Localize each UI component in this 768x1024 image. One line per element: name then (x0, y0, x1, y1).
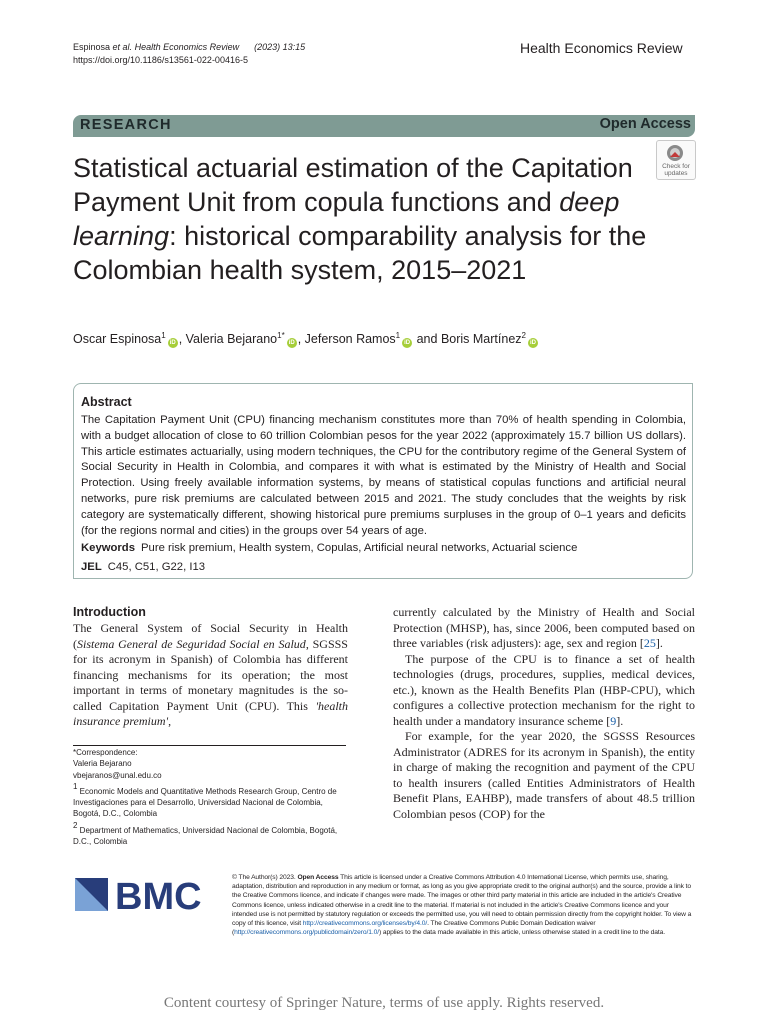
open-access-label: Open Access (599, 116, 691, 132)
orcid-icon[interactable]: iD (404, 340, 411, 346)
correspondence-email[interactable]: vbejaranos@unal.edu.co (73, 770, 162, 780)
footnotes (73, 747, 348, 847)
correspondence-name: Valeria Bejarano (73, 759, 132, 769)
body-left-column: The General System of Social Security in Health (Sistema General de Seguridad Social en Salud, SGSSS for its acronym in Spanish) of Colombia has different financing mechanisms for its operation; the most important in terms of monetary magnitudes is the so-called Capitation Payment Unit (CPU). This 'health insurance premium', (73, 621, 348, 728)
author-separator: , (297, 332, 305, 346)
abstract-heading: Abstract (81, 395, 132, 409)
running-header-citation (73, 41, 305, 67)
paragraph: The purpose of the CPU is to finance a set of health technologies (drugs, procedures, supplies, medical devices, etc.), known as the Health Benefits Plan (HBP-CPU), which configures a collective protection mechanism for the right to health under a mandatory insurance scheme [9]. (393, 651, 695, 728)
author-separator: and (413, 332, 441, 346)
orcid-icon[interactable]: iD (529, 340, 536, 346)
citation-link[interactable]: 9 (610, 713, 617, 728)
footnote-divider (73, 745, 346, 746)
affiliation-2: 2 Department of Mathematics, Universidad Nacional de Colombia, Bogotá, D.C., Colombia (73, 820, 338, 847)
author-affiliation-marker: 1* (277, 331, 285, 340)
keywords-label: Keywords (81, 542, 135, 554)
orcid-icon[interactable]: iD (288, 340, 295, 346)
keywords-line (81, 542, 686, 554)
author-name[interactable]: Oscar Espinosa (73, 332, 162, 346)
jel-value: C45, C51, G22, I13 (107, 561, 206, 573)
author-affiliation-marker: 1 (161, 331, 166, 340)
bmc-logo-text: BMC (115, 877, 202, 911)
header-authors: Espinosa (73, 42, 111, 52)
affiliation-1: 1 Economic Models and Quantitative Methods Research Group, Centro de Investigaciones para el Desarrollo, Universidad Nacional de Colombia, Bogotá, D.C., Colombia (73, 781, 337, 819)
check-for-updates-label: Check for updates (662, 163, 690, 177)
author-name[interactable]: Boris Martínez (440, 332, 522, 346)
correspondence-label: *Correspondence: (73, 748, 138, 757)
orcid-icon[interactable]: iD (169, 340, 176, 346)
doi-link[interactable]: https://doi.org/10.1186/s13561-022-00416-5 (73, 55, 248, 65)
abstract-text: The Capitation Payment Unit (CPU) financing mechanism constitutes more than 70% of health spending in Colombia, with a budget allocation of close to 60 trillion Colombian pesos for the year 2022 (approximately 15.7 billion US dollars). This article estimates actuarially, using modern techniques, the CPU for the contributory regime of the General System of Social Security in Health in Colombia, and compares it with what is estimated by the Ministry of Health and Social Protection. Using freely available information systems, by means of statistical copulas functions and artificial neural networks, pure risk premiums are calculated between 2015 and 2021. The study concludes that the weights by risk category are systematically different, showing historical pure premiums surpluses in the group of 0–1 years and deficits (for the regions normal and cities) in the groups over 54 years of age. (81, 414, 686, 537)
bmc-logo (75, 877, 215, 911)
author-list (73, 331, 539, 348)
citation-link[interactable]: 25 (643, 636, 656, 650)
introduction-heading: Introduction (73, 605, 146, 619)
header-year: (2023) 13:15 (254, 42, 306, 52)
author-name[interactable]: Jeferson Ramos (304, 332, 396, 346)
courtesy-notice: Content courtesy of Springer Nature, terms of use apply. Rights reserved. (163, 995, 605, 1011)
author-affiliation-marker: 2 (521, 331, 526, 340)
header-journal: Health Economics Review (134, 42, 240, 52)
cc-by-link[interactable]: http://creativecommons.org/licenses/by/4.0/ (302, 920, 428, 928)
author-name[interactable]: Valeria Bejarano (185, 332, 278, 346)
author-affiliation-marker: 1 (395, 331, 401, 340)
jel-label: JEL (81, 561, 102, 573)
paragraph: currently calculated by the Ministry of Health and Social Protection (MHSP), has, since 2006, been computed based on three variables (risk adjusters): age, sex and region [25]. (393, 605, 695, 650)
license-text: © The Author(s) 2023. Open Access This article is licensed under a Creative Commons Attribution 4.0 International License, which permits use, sharing, adaptation, distribution and reproduction in any medium or format, as long as you give appropriate credit to the original author(s) and the source, provide a link to the Creative Commons licence, and indicate if changes were made. The images or other third party material in this article are included in the article's Creative Commons licence, unless indicated otherwise in a credit line to the material. If material is not included in the article's Creative Commons licence and your intended use is not permitted by statutory regulation or exceeds the permitted use, you will need to obtain permission directly from the copyright holder. To view a copy of this licence, visit http://creativecommons.org/licenses/by/4.0/. The Creative Commons Public Domain Dedication waiver (http://creativecommons.org/publicdomain/zero/1.0/) applies to the data made available in this article, unless otherwise stated in a credit line to the data. (232, 874, 692, 937)
keywords-value: Pure risk premium, Health system, Copulas, Artificial neural networks, Actuarial science (141, 542, 578, 554)
cc-zero-link[interactable]: http://creativecommons.org/publicdomain/zero/1.0/ (234, 929, 380, 937)
jel-line (81, 561, 686, 573)
journal-name: Health Economics Review (520, 40, 683, 56)
body-right-column (393, 605, 695, 822)
article-title: Statistical actuarial estimation of the Capitation Payment Unit from copula functions and deep learning: historical comparability analysis for the Colombian health system, 2015–2021 (73, 153, 647, 285)
author-separator: , (178, 332, 186, 346)
article-type-label: RESEARCH (80, 117, 172, 133)
paragraph: For example, for the year 2020, the SGSSS Resources Administrator (ADRES for its acronym in Spanish), the entity in charge of making the recognition and payment of the CPU to health insurers (called Entities Administrators of Health Benefit Plans, EAHBP), made transfers of about 48.5 trillion Colombian pesos (COP) for the (393, 729, 695, 821)
header-etal: et al. (112, 42, 133, 52)
